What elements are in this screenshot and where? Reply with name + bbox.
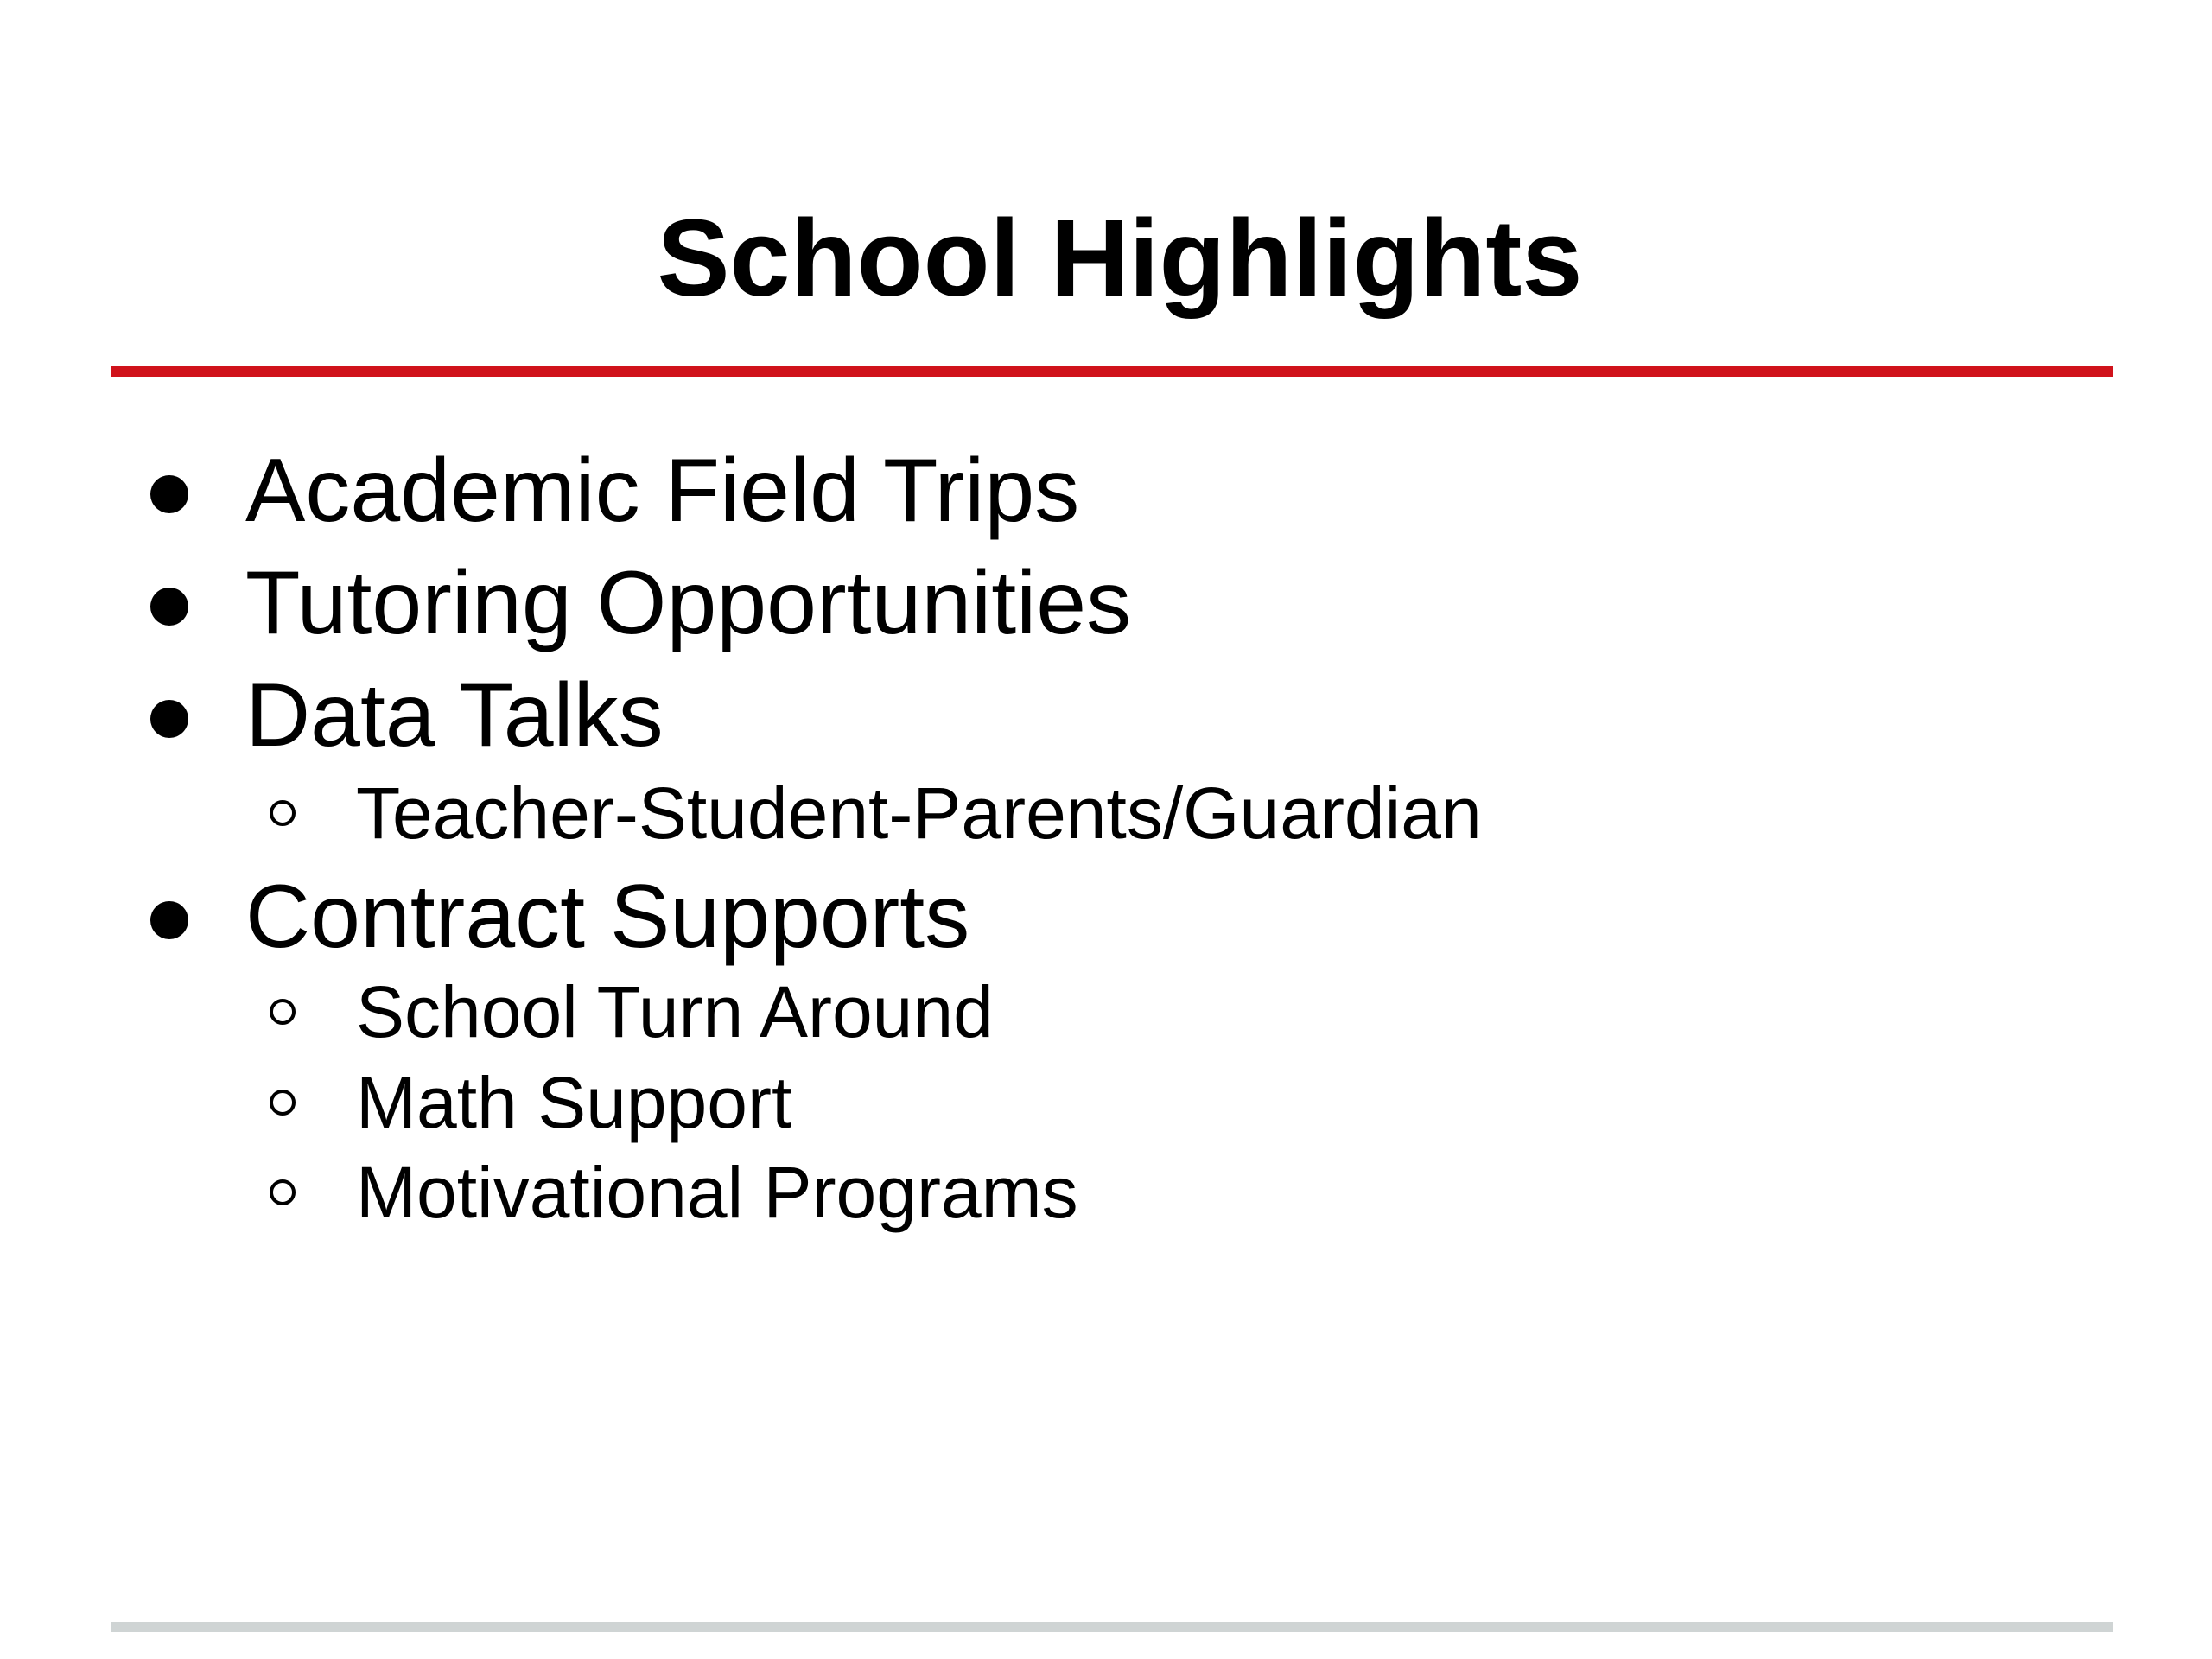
- bullet-text: Contract Supports: [245, 867, 970, 967]
- sub-bullet-text: School Turn Around: [356, 971, 994, 1052]
- hollow-bullet-icon: [270, 1179, 296, 1205]
- title-underline: [111, 366, 2113, 377]
- bullet-text: Academic Field Trips: [245, 441, 1080, 541]
- sub-bullet-text: Math Support: [356, 1062, 792, 1143]
- filled-bullet-icon: [150, 901, 188, 939]
- filled-bullet-icon: [150, 475, 188, 513]
- sub-bullet-text: Motivational Programs: [356, 1152, 1078, 1233]
- bullet-text: Tutoring Opportunities: [245, 553, 1132, 653]
- sub-bullet-text: Teacher-Student-Parents/Guardian: [356, 772, 1482, 854]
- bullet-text: Data Talks: [245, 665, 664, 766]
- hollow-bullet-icon: [270, 800, 296, 826]
- hollow-bullet-icon: [270, 1090, 296, 1116]
- footer-rule: [111, 1622, 2113, 1632]
- slide-title: School Highlights: [657, 197, 1583, 319]
- filled-bullet-icon: [150, 700, 188, 738]
- hollow-bullet-icon: [270, 999, 296, 1025]
- filled-bullet-icon: [150, 588, 188, 626]
